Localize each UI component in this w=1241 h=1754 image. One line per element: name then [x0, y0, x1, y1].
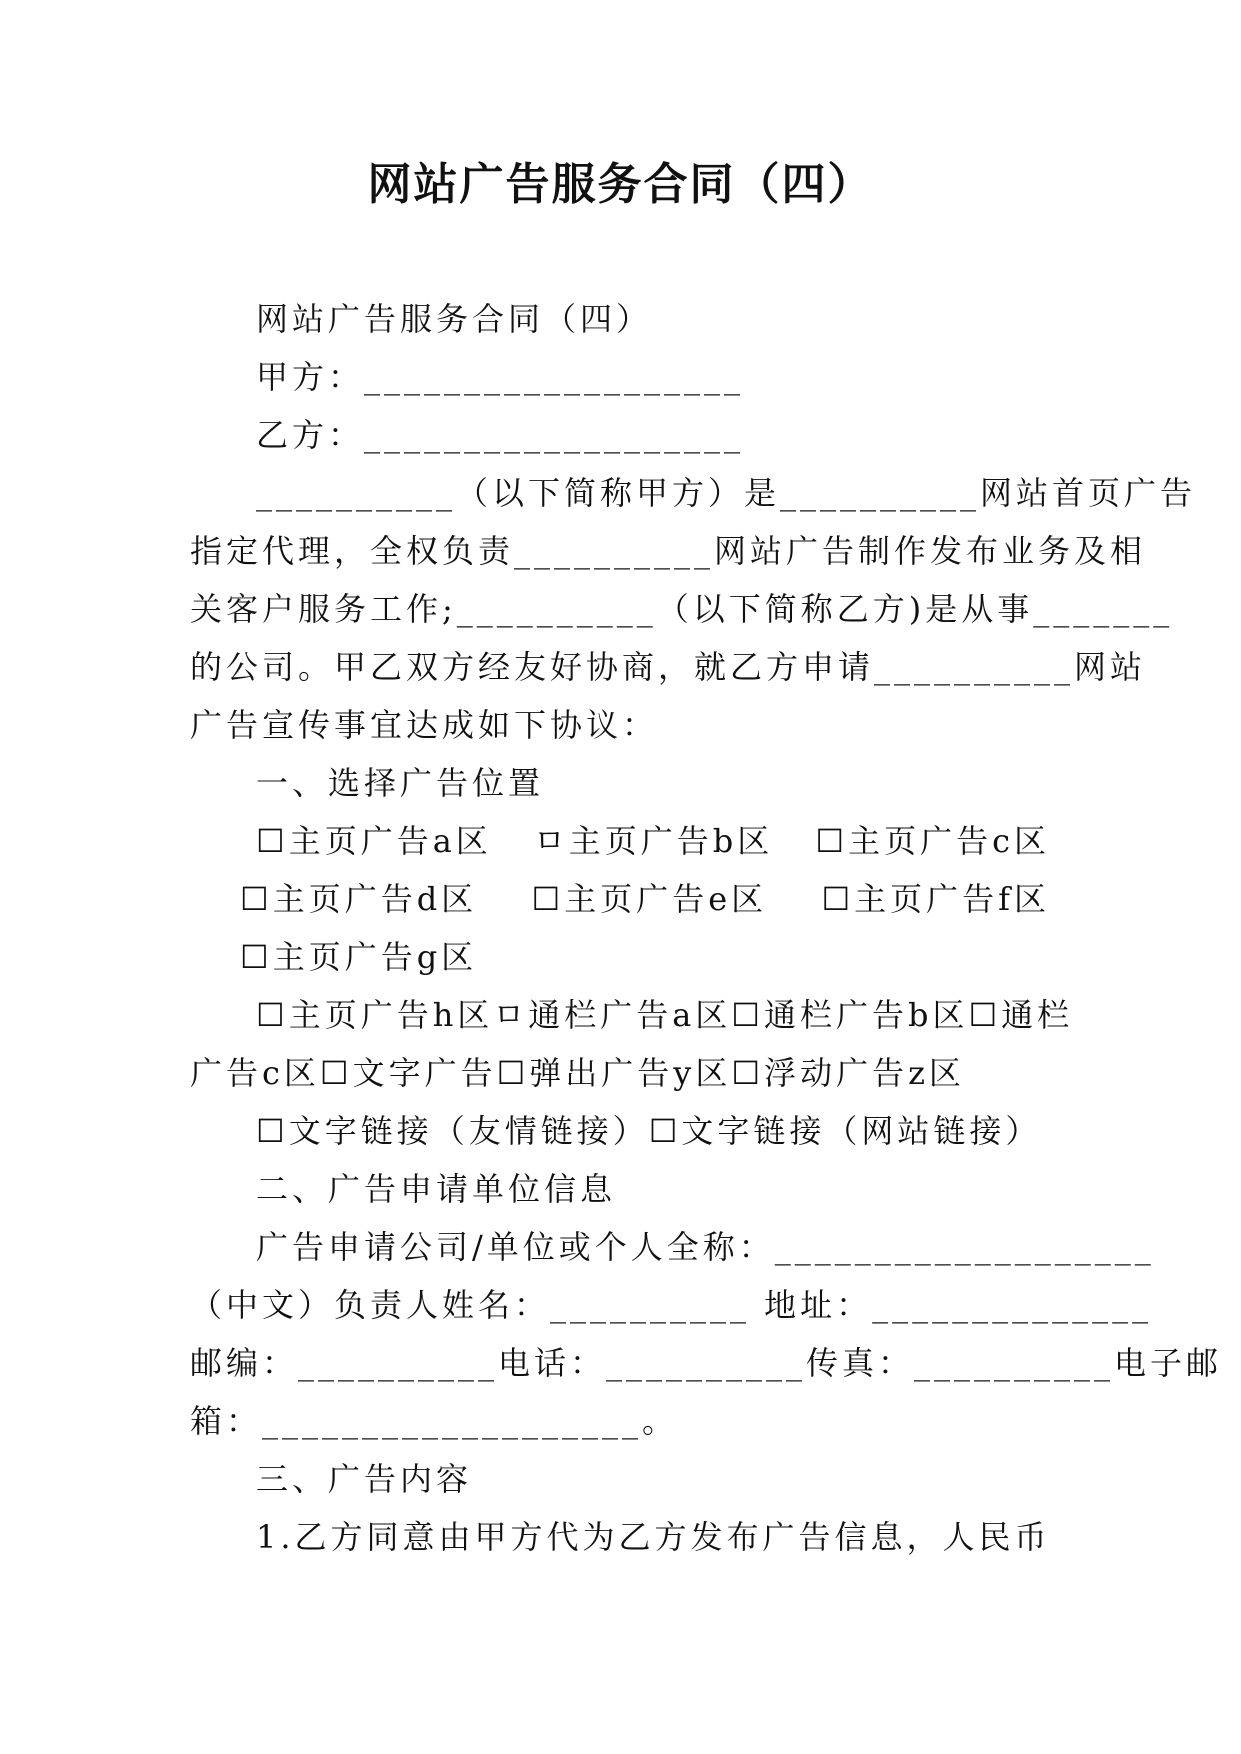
paragraph-line: 箱：___________________。	[190, 1402, 679, 1440]
paragraph-line: 指定代理，全权负责__________网站广告制作发布业务及相	[190, 532, 1147, 570]
party-b-line: 乙方：___________________	[256, 416, 745, 454]
paragraph-line: 的公司。甲乙双方经友好协商，就乙方申请__________网站	[190, 648, 1147, 686]
paragraph-line: 广告c区☐文字广告☐弹出广告y区☐浮动广告z区	[190, 1054, 965, 1092]
ad-options-row	[190, 870, 1050, 928]
paragraph-line: 广告宣传事宜达成如下协议：	[190, 706, 659, 744]
ad-option: ☐主页广告c区	[815, 822, 1050, 860]
paragraph-line: __________（以下简称甲方）是__________网站首页广告	[256, 474, 1197, 512]
ad-options-row	[190, 812, 1050, 870]
paragraph-line: 关客户服务工作;__________（以下简称乙方)是从事_______	[190, 590, 1174, 628]
subtitle-line: 网站广告服务合同（四）	[256, 300, 653, 338]
paragraph-line: 邮编：__________电话：__________传真：__________电子邮	[190, 1344, 1223, 1382]
ad-option: ☐主页广告g区	[240, 938, 478, 976]
document-title: 网站广告服务合同（四）	[367, 159, 874, 210]
section-heading: 三、广告内容	[256, 1460, 473, 1498]
ad-option: ☐主页广告a区	[256, 822, 492, 860]
party-a-line: 甲方：___________________	[256, 358, 745, 396]
document-body	[190, 290, 1223, 1566]
ad-option: ☐主页广告e区	[531, 880, 768, 918]
section-heading: 二、广告申请单位信息	[256, 1170, 617, 1208]
paragraph-line: 1.乙方同意由甲方代为乙方发布广告信息，人民币	[256, 1518, 1051, 1556]
paragraph-line: （中文）负责人姓名：__________ 地址：______________	[190, 1286, 1153, 1324]
section-heading: 一、选择广告位置	[256, 764, 545, 802]
ad-option: ☐主页广告f区	[821, 880, 1050, 918]
paragraph-line: ☐主页广告h区ㅁ通栏广告a区☐通栏广告b区☐通栏	[256, 996, 1074, 1034]
ad-option: ㅁ主页广告b区	[533, 822, 774, 860]
ad-option: ☐主页广告d区	[240, 880, 478, 918]
paragraph-line: ☐文字链接（友情链接）☐文字链接（网站链接）	[256, 1112, 1042, 1150]
paragraph-line: 广告申请公司/单位或个人全称：___________________	[256, 1228, 1155, 1266]
